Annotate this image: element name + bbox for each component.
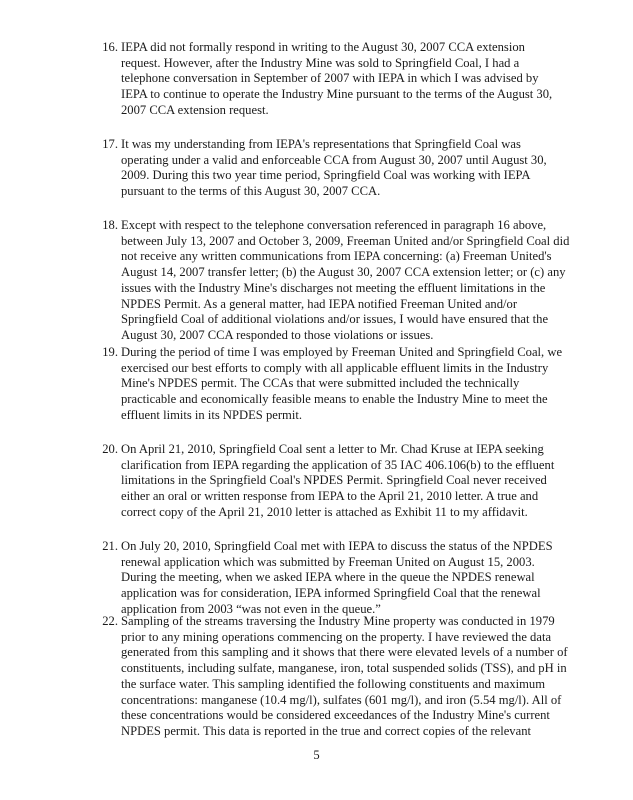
paragraph-text [121,442,560,521]
text-line: correct copy of the April 21, 2010 letter is attached as Exhibit 11 to my affidavit. [121,504,528,519]
paragraph-text [121,345,563,424]
text-line: between July 13, 2007 and October 3, 2009, Freeman United and/or Springfield Coal did [121,233,570,248]
paragraph-22 [88,614,568,740]
paragraph-17 [88,137,560,200]
text-line: 2007 CCA extension request. [121,102,269,117]
text-line: August 14, 2007 transfer letter; (b) the August 30, 2007 CCA extension letter; or (c) any [121,265,566,280]
text-line: effluent limits in its NPDES permit. [121,407,302,422]
text-line: Springfield Coal of additional violations and/or issues, I would have ensured that the [121,312,549,327]
text-line: telephone conversation in September of 2007 with IEPA in which I was advised by [121,71,539,86]
paragraph-number: 17. [102,137,118,151]
text-line: not receive any written communications from IEPA concerning: (a) Freeman United's [121,249,552,264]
text-line: Sampling of the streams traversing the Industry Mine property was conducted in 1979 [121,614,555,628]
text-line: either an oral or written response from IEPA to the April 21, 2010 letter. A true and [121,489,539,504]
paragraph-number: 16. [102,40,118,54]
text-line: generated from this sampling and it shows that there were elevated levels of a number of [121,645,568,660]
paragraph-16 [88,40,560,119]
page-number: 5 [313,748,320,762]
text-line: the surface water. This sampling identified the following constituents and maximum [121,676,546,691]
paragraph-18 [88,218,570,344]
text-line: IEPA did not formally respond in writing to the August 30, 2007 CCA extension [121,40,525,54]
text-line: renewal application which was submitted by Freeman United on August 15, 2003. [121,554,535,569]
text-line: NPDES permit. This data is reported in the true and correct copies of the relevant [121,723,531,738]
text-line: application was for consideration, IEPA informed Springfield Coal that the renewal [121,586,541,601]
text-line: exercised our best efforts to comply with all applicable effluent limits in the Industry [121,360,549,375]
text-line: It was my understanding from IEPA's representations that Springfield Coal was [121,137,521,151]
paragraph-text [121,40,560,119]
text-line: clarification from IEPA regarding the application of 35 IAC 406.106(b) to the effluent [121,457,555,472]
paragraph-number: 21. [102,539,118,553]
text-line: On April 21, 2010, Springfield Coal sent a letter to Mr. Chad Kruse at IEPA seeking [121,442,544,456]
paragraph-number: 22. [102,614,118,628]
paragraph-number: 19. [102,345,118,359]
text-line: constituents, including sulfate, manganese, iron, total suspended solids (TSS), and pH in [121,661,567,676]
text-line: request. However, after the Industry Mine was sold to Springfield Coal, I had a [121,55,520,70]
paragraph-text [121,539,560,618]
text-line: During the meeting, when we asked IEPA where in the queue the NPDES renewal [121,570,535,585]
text-line: prior to any mining operations commencing on the property. I have reviewed the data [121,629,552,644]
text-line: 2009. During this two year time period, Springfield Coal was working with IEPA [121,168,531,183]
text-line: During the period of time I was employed by Freeman United and Springfield Coal, we [121,345,563,359]
paragraph-text [121,137,560,200]
paragraph-21 [88,539,560,618]
paragraph-20 [88,442,560,521]
paragraph-text [121,614,568,740]
text-line: operating under a valid and enforceable CCA from August 30, 2007 until August 30, [121,152,547,167]
text-line: issues with the Industry Mine's discharges not meeting the effluent limitations in the [121,280,546,295]
text-line: practicable and economically feasible means to enable the Industry Mine to meet the [121,392,548,407]
text-line: August 30, 2007 CCA responded to those violations or issues. [121,327,434,342]
text-line: NPDES Permit. As a general matter, had IEPA notified Freeman United and/or [121,296,518,311]
text-line: Except with respect to the telephone conversation referenced in paragraph 16 above, [121,218,547,232]
paragraph-number: 20. [102,442,118,456]
text-line: Mine's NPDES permit. The CCAs that were submitted included the technically [121,376,520,391]
paragraph-number: 18. [102,218,118,232]
text-line: application from 2003 “was not even in the queue.” [121,601,381,616]
text-line: pursuant to the terms of this August 30, 2007 CCA. [121,184,381,199]
text-line: these concentrations would be considered exceedances of the Industry Mine's current [121,708,550,723]
text-line: limitations in the Springfield Coal's NPDES Permit. Springfield Coal never received [121,473,547,488]
text-line: On July 20, 2010, Springfield Coal met with IEPA to discuss the status of the NPDES [121,539,553,553]
text-line: concentrations: manganese (10.4 mg/l), sulfates (601 mg/l), and iron (5.54 mg/l). All of [121,692,562,707]
text-line: IEPA to continue to operate the Industry Mine pursuant to the terms of the August 30, [121,87,553,102]
paragraph-text [121,218,570,344]
paragraph-19 [88,345,563,424]
